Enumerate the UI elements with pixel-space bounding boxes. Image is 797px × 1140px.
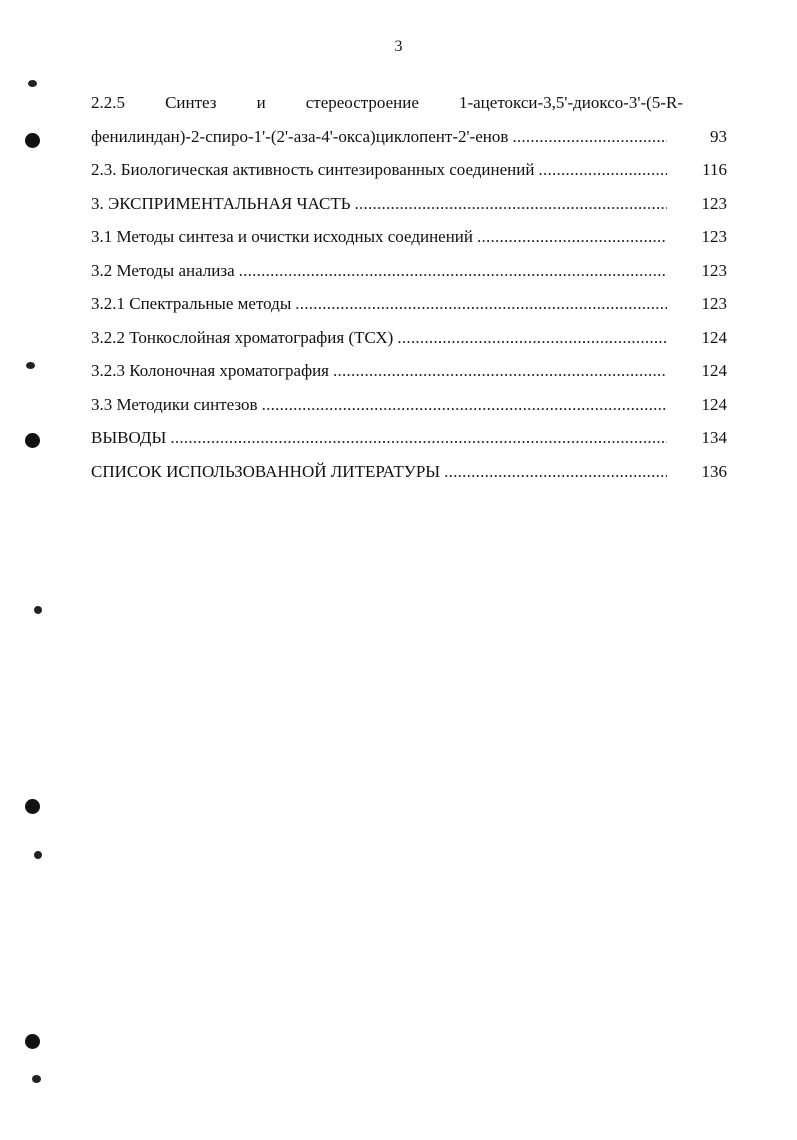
toc-entry-label: ВЫВОДЫ (91, 428, 167, 447)
toc-entry-page: 123 (701, 227, 727, 246)
toc-entry-label: СПИСОК ИСПОЛЬЗОВАННОЙ ЛИТЕРАТУРЫ (91, 461, 441, 481)
dot-leader (477, 220, 667, 254)
dot-leader (354, 187, 667, 221)
scan-speck (32, 1075, 41, 1083)
scan-speck (34, 851, 42, 859)
toc-entry-label: 3.2.1 Спектральные методы (91, 294, 292, 313)
toc-entry-page: 134 (701, 428, 727, 447)
punch-hole (25, 1034, 40, 1049)
punch-hole (25, 799, 40, 814)
toc-entry-label: 3.1 Методы синтеза и очистки исходных соединений (91, 227, 474, 246)
dot-leader (262, 388, 667, 422)
toc-entry-page: 124 (701, 394, 727, 414)
punch-hole (25, 133, 40, 148)
toc-word: 1-ацетокси-3,5'-диоксо-3'-(5-R- (458, 93, 683, 112)
scan-speck (26, 362, 35, 369)
toc-entry-first-line (91, 86, 683, 120)
scan-speck (34, 606, 42, 614)
toc-entry (91, 455, 727, 489)
toc-entry-page: 123 (701, 193, 727, 213)
dot-leader (295, 287, 667, 321)
dot-leader (512, 120, 667, 154)
toc-entry-label: 3.2 Методы анализа (91, 260, 235, 280)
toc-entry (91, 321, 727, 355)
toc-entry (91, 421, 727, 455)
toc-entry-page: 124 (701, 327, 727, 347)
toc-entry-2-2-5-continuation (91, 120, 727, 154)
toc-entry-page: 136 (701, 461, 727, 481)
toc-entry (91, 287, 727, 321)
dot-leader (444, 455, 667, 489)
toc-entry (91, 254, 727, 288)
toc-entry-page: 116 (702, 160, 727, 179)
page-number: 3 (394, 38, 403, 55)
dot-leader (333, 354, 667, 388)
toc-entry-label: 3.2.2 Тонкослойная хроматография (ТСХ) (91, 327, 394, 347)
toc-word: и (256, 93, 266, 112)
toc-entry-label: 3. ЭКСПРИМЕНТАЛЬНАЯ ЧАСТЬ (91, 193, 351, 213)
toc-entry-page: 124 (701, 361, 727, 380)
dot-leader (170, 421, 667, 455)
toc-entry (91, 187, 727, 221)
toc-entry-page: 123 (701, 260, 727, 280)
toc-entry (91, 388, 727, 422)
toc-entry-label: 3.3 Методики синтезов (91, 394, 258, 414)
toc-entry-label: 2.3. Биологическая активность синтезированных соединений (91, 160, 535, 179)
toc-entry-label: фенилиндан)-2-спиро-1'-(2'-аза-4'-окса)циклопент-2'-енов (91, 126, 509, 146)
dot-leader (538, 153, 667, 187)
dot-leader (397, 321, 667, 355)
dot-leader (239, 254, 667, 288)
table-of-contents (91, 86, 727, 488)
scan-speck (28, 80, 37, 87)
toc-entry (91, 220, 727, 254)
toc-word: Синтез (165, 93, 217, 112)
toc-entry-label: 3.2.3 Колоночная хроматография (91, 361, 329, 380)
punch-hole (25, 433, 40, 448)
toc-word: стереостроение (305, 93, 419, 112)
toc-entry (91, 153, 727, 187)
toc-entry (91, 354, 727, 388)
toc-entry-page: 123 (701, 294, 727, 313)
toc-entry-page: 93 (710, 126, 727, 146)
toc-word: 2.2.5 (91, 93, 125, 112)
toc-entry-2-2-5 (91, 86, 727, 120)
